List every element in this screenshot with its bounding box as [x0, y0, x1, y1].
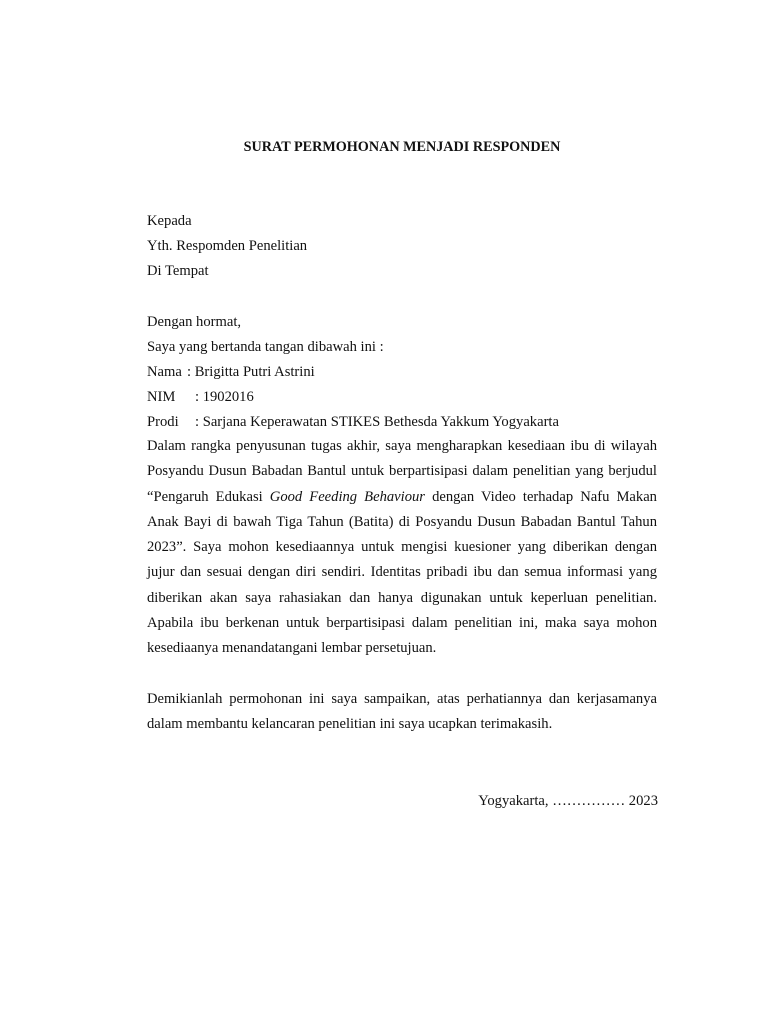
field-nim [147, 385, 657, 410]
field-nim-label: NIM [147, 389, 176, 405]
addressee-line-place: Di Tempat [147, 263, 209, 279]
paragraph-1-text-end: dengan Video terhadap Nafu Makan Anak Bayi di bawah Tiga Tahun (Batita) di Posyandu Dusun Babadan Bantul Tahun 2023”. Saya mohon kesediaannya untuk mengisi kuesioner yang diberikan dengan jujur dan sesuai dengan diri sendiri. Identitas pribadi ibu dan semua informasi yang diberikan akan saya rahasiakan dan hanya digunakan untuk keperluan penelitian. Apabila ibu berkenan untuk berpartisipasi dalam penelitian ini, maka saya mohon kesediaanya menandatangani lembar persetujuan. [147, 488, 657, 657]
closing-place-date: Yogyakarta, …………… 2023 [478, 793, 658, 809]
body-paragraph-2: Demikianlah permohonan ini saya sampaikan, atas perhatiannya dan kerjasamanya dalam membantu kelancaran penelitian ini saya ucapkan terimakasih. [147, 691, 657, 733]
field-prodi-label: Prodi [147, 414, 179, 430]
paragraph-1-italic-title: Good Feeding Behaviour [269, 488, 425, 505]
field-prodi-value: : Sarjana Keperawatan STIKES Bethesda Yakkum Yogyakarta [195, 414, 559, 430]
paragraph-1-text-start: Dalam rangka penyusunan tugas akhir, saya mengharapkan kesediaan ibu di wilayah Posyandu Dusun Babadan Bantul untuk berpartisipasi dalam penelitian yang berjudul “Pengaruh Edukasi [147, 438, 657, 505]
addressee-line-recipient: Yth. Respomden Penelitian [147, 238, 308, 254]
field-nim-value: : 1902016 [195, 389, 254, 405]
addressee-line-kepada: Kepada [147, 213, 192, 229]
greeting-text: Dengan hormat, [147, 314, 242, 330]
field-prodi [147, 410, 657, 435]
intro-text: Saya yang bertanda tangan dibawah ini : [147, 339, 384, 355]
addressee-block [147, 209, 657, 284]
field-nama-value: : Brigitta Putri Astrini [187, 364, 315, 380]
field-nama-label: Nama [147, 364, 182, 380]
body-paragraph-1 [147, 434, 657, 662]
sender-block [147, 310, 657, 435]
field-nama [147, 360, 657, 385]
document-title: SURAT PERMOHONAN MENJADI RESPONDEN [243, 139, 561, 155]
